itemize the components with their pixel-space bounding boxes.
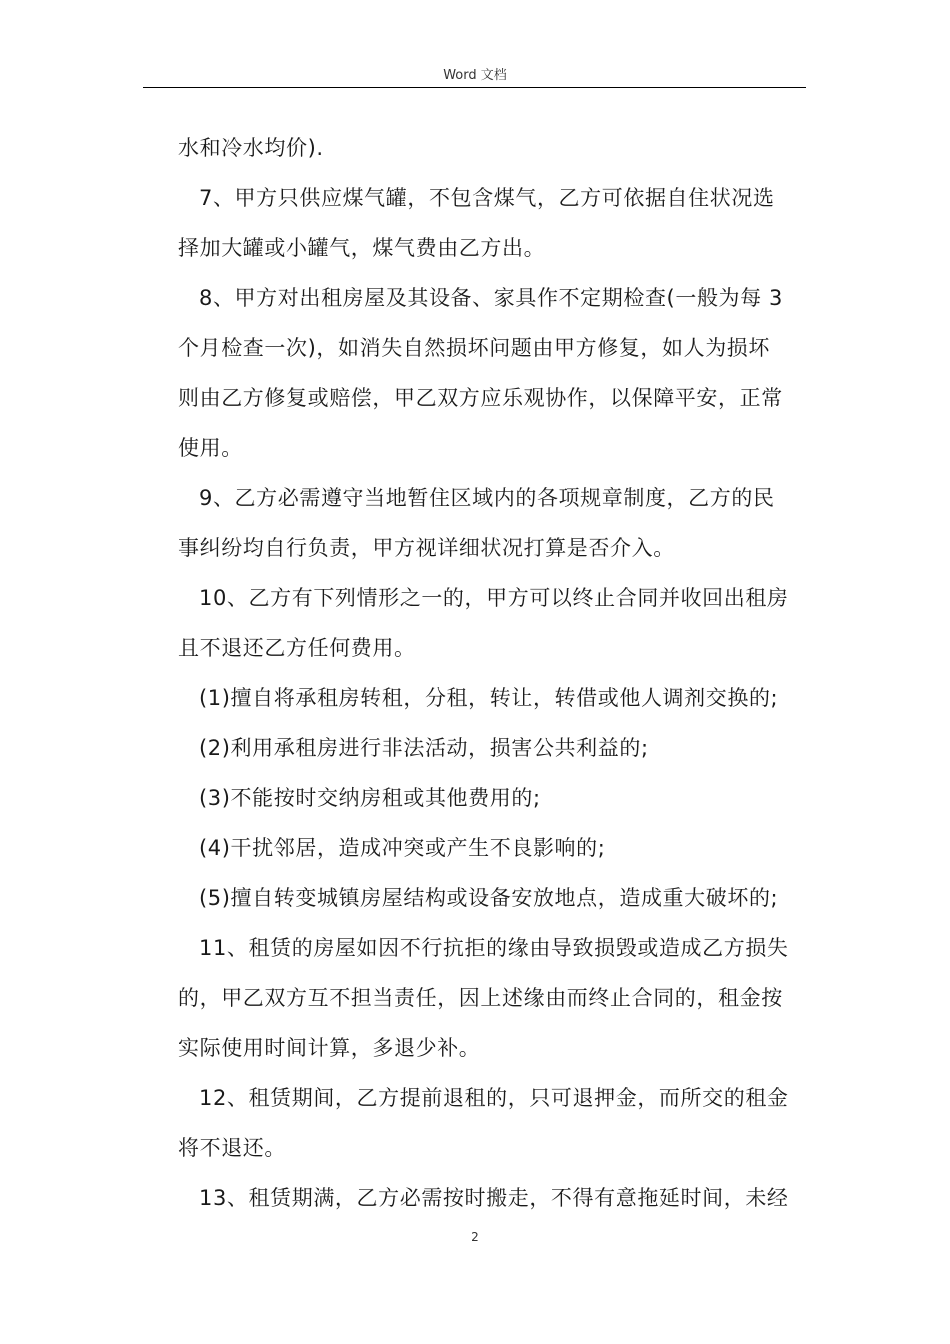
page-header: Word 文档 — [443, 68, 507, 83]
text-line: 9、乙方必需遵守当地暂住区域内的各项规章制度，乙方的民 — [199, 486, 775, 510]
text-line: 择加大罐或小罐气，煤气费由乙方出。 — [178, 236, 546, 260]
text-line: (2)利用承租房进行非法活动，损害公共利益的; — [199, 736, 649, 760]
text-line: 实际使用时间计算，多退少补。 — [178, 1036, 481, 1060]
text-line: 10、乙方有下列情形之一的，甲方可以终止合同并收回出租房 — [199, 586, 789, 610]
text-line: 将不退还。 — [178, 1136, 286, 1160]
text-line: 使用。 — [178, 436, 243, 460]
text-line: 且不退还乙方任何费用。 — [178, 636, 416, 660]
text-line: (1)擅自将承租房转租，分租，转让，转借或他人调剂交换的; — [199, 686, 779, 710]
text-line: 11、租赁的房屋如因不行抗拒的缘由导致损毁或造成乙方损失 — [199, 936, 789, 960]
document-body — [178, 123, 808, 1223]
text-line: 13、租赁期满，乙方必需按时搬走，不得有意拖延时间，未经 — [199, 1186, 789, 1210]
page-number: 2 — [471, 1230, 479, 1244]
text-line: 个月检查一次)，如消失自然损坏问题由甲方修复，如人为损坏 — [178, 336, 770, 360]
text-line: (5)擅自转变城镇房屋结构或设备安放地点，造成重大破坏的; — [199, 886, 779, 910]
text-line: 则由乙方修复或赔偿，甲乙双方应乐观协作，以保障平安，正常 — [178, 386, 783, 410]
text-line: 水和冷水均价). — [178, 136, 324, 160]
text-line: 7、甲方只供应煤气罐，不包含煤气，乙方可依据自住状况选 — [199, 186, 775, 210]
text-line: (3)不能按时交纳房租或其他费用的; — [199, 786, 541, 810]
text-line: 12、租赁期间，乙方提前退租的，只可退押金，而所交的租金 — [199, 1086, 789, 1110]
text-line: (4)干扰邻居，造成冲突或产生不良影响的; — [199, 836, 606, 860]
text-line: 的，甲乙双方互不担当责任，因上述缘由而终止合同的，租金按 — [178, 986, 783, 1010]
text-line: 8、甲方对出租房屋及其设备、家具作不定期检查(一般为每 3 — [199, 286, 783, 310]
header-divider — [143, 87, 806, 88]
text-line: 事纠纷均自行负责，甲方视详细状况打算是否介入。 — [178, 536, 675, 560]
